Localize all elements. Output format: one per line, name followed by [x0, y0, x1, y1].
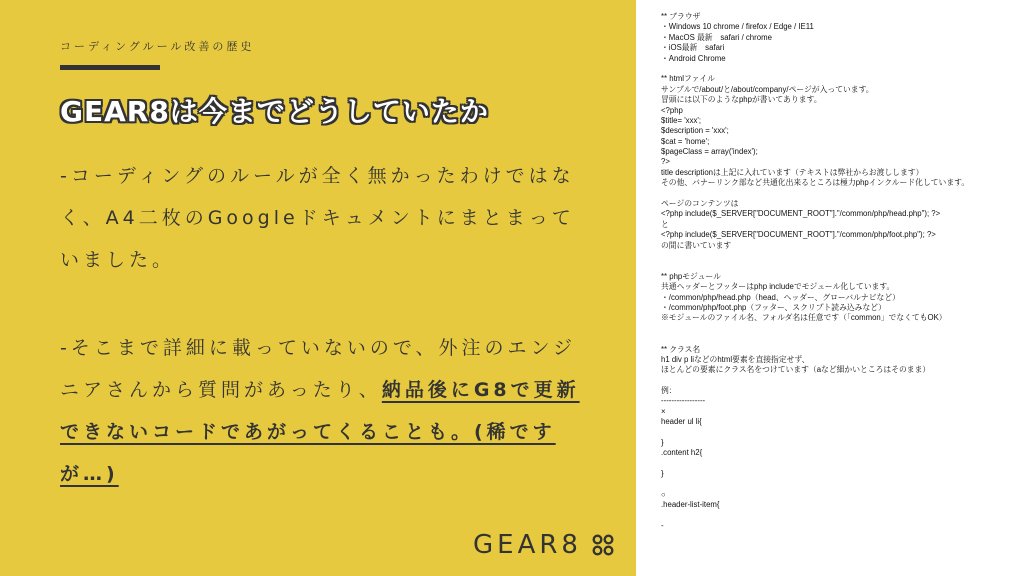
- document-line: }: [661, 469, 664, 479]
- document-line: -: [661, 521, 664, 531]
- document-line: サンプルで/about/と/about/company/ページが入っています。: [661, 84, 874, 94]
- document-line: [661, 251, 1024, 261]
- document-line: title descriptionは上記に入れています（テキストは弊社からお渡しします）: [661, 167, 924, 177]
- logo-wordmark: GEAR8: [473, 530, 582, 560]
- coding-rules-document: [636, 0, 1024, 576]
- document-line: ・MacOS 最新 safari / chrome: [661, 32, 772, 42]
- document-line: <?php include($_SERVER["DOCUMENT_ROOT"]."/common/php/foot.php"); ?>: [661, 230, 936, 240]
- document-line: ** phpモジュール: [661, 271, 721, 281]
- document-line: ×: [661, 406, 666, 416]
- document-line: header ul li{: [661, 417, 702, 427]
- slide-heading: GEAR8は今までどうしていたか: [60, 95, 489, 128]
- document-line: の間に書いています: [661, 240, 732, 250]
- document-line: ・Android Chrome: [661, 53, 726, 63]
- document-line: [661, 511, 1024, 521]
- document-line: [661, 64, 1024, 74]
- document-line: .header-list-item{: [661, 500, 720, 510]
- document-line: と: [661, 219, 669, 229]
- document-line: $pageClass = array('index');: [661, 147, 758, 157]
- body-paragraph-1: -コーディングのルールが全く無かったわけではなく、A4二枚のGoogleドキュメントにまとまっていました。: [60, 165, 575, 271]
- document-line: .content h2{: [661, 448, 703, 458]
- document-line: ・/common/php/head.php（head、ヘッダー、グローバルナビなど）: [661, 292, 900, 302]
- emphasized-text: 納品後にG8で更新できないコードであがってくることも。(稀ですが…): [60, 379, 580, 485]
- document-line: <?php include($_SERVER["DOCUMENT_ROOT"]."/common/php/head.php"); ?>: [661, 209, 941, 219]
- document-line: ?>: [661, 157, 670, 167]
- document-line: $title= 'xxx';: [661, 115, 702, 125]
- document-line: h1 div p liなどのhtml要素を直接指定せず、: [661, 354, 810, 364]
- document-line: $description = 'xxx';: [661, 126, 729, 136]
- document-line: [661, 459, 1024, 469]
- document-line: ○: [661, 489, 666, 499]
- document-line: [661, 189, 1024, 199]
- section-eyebrow: コーディングルール改善の歴史: [60, 40, 255, 53]
- document-line: 例：: [661, 386, 677, 396]
- document-line: [661, 480, 1024, 490]
- document-line: ・Windows 10 chrome / firefox / Edge / IE11: [661, 22, 814, 32]
- document-line: [661, 376, 1024, 386]
- document-line: ページのコンテンツは: [661, 199, 739, 209]
- document-line: [661, 324, 1024, 334]
- document-line: ・iOS最新 safari: [661, 43, 725, 53]
- document-line: 冒頭には以下のようなphpが書いてあります。: [661, 95, 822, 105]
- document-line: [661, 334, 1024, 344]
- document-line: ** ブラウザ: [661, 12, 701, 21]
- document-line: ** htmlファイル: [661, 74, 715, 84]
- logo-mark-icon: [592, 534, 614, 556]
- document-line: ** クラス名: [661, 344, 701, 354]
- document-line: [661, 428, 1024, 438]
- document-line: [661, 261, 1024, 271]
- document-line: その他、バナーリンク部など共通化出来るところは極力phpインクルード化しています。: [661, 178, 970, 188]
- document-line: }: [661, 438, 664, 448]
- document-line: ・/common/php/foot.php（フッター、スクリプト読み込みなど）: [661, 302, 886, 312]
- document-line: $cat = 'home';: [661, 136, 710, 146]
- accent-rule: [60, 65, 160, 70]
- body-paragraph-2: [60, 327, 580, 495]
- document-line: ※モジュールのファイル名、フォルダ名は任意です（「common」でなくてもOK）: [661, 313, 947, 323]
- gear8-logo: [473, 532, 614, 558]
- body-paragraph-2-text: -そこまで詳細に載っていないので、外注のエンジニアさんから質問があったり、: [60, 337, 577, 401]
- document-line: -----------------: [661, 396, 706, 406]
- document-line: <?php: [661, 105, 683, 115]
- document-line: 共通ヘッダーとフッターはphp includeでモジュール化しています。: [661, 282, 895, 292]
- document-line: ほとんどの要素にクラス名をつけています（aなど細かいところはそのまま）: [661, 365, 931, 375]
